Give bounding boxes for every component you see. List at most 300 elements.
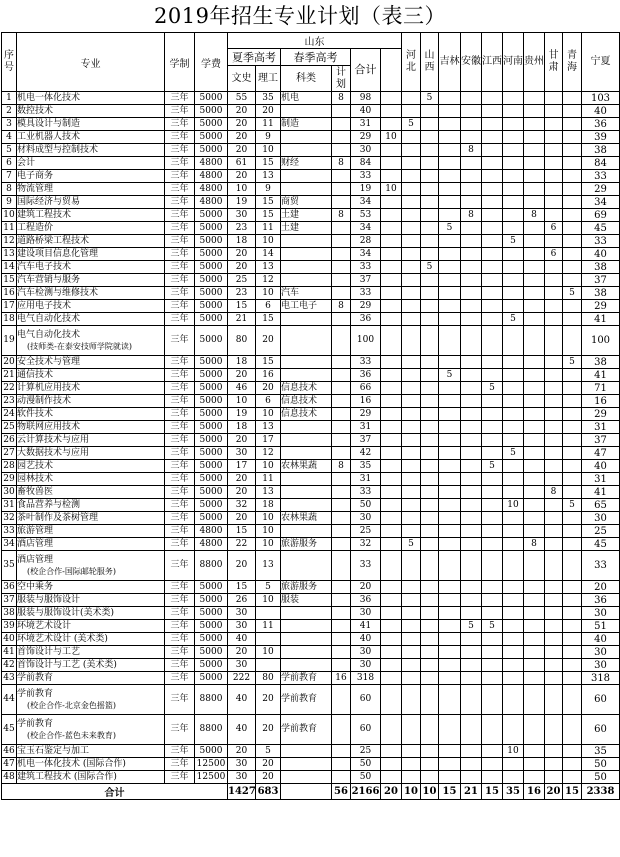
major-name-text: 模具设计与制造 — [17, 118, 81, 129]
duration-cell: 三年 — [165, 646, 195, 659]
major-name — [17, 421, 165, 434]
province-cell-0 — [381, 672, 402, 685]
jihua-cell — [332, 356, 351, 369]
fee-cell: 5000 — [195, 620, 228, 633]
province-cell-2 — [421, 395, 439, 408]
province-cell-8 — [545, 356, 563, 369]
province-cell-7 — [524, 408, 545, 421]
kelei-cell: 学前教育 — [281, 685, 332, 715]
kelei-cell: 机电 — [281, 92, 332, 105]
major-name — [17, 235, 165, 248]
jihua-cell: 8 — [332, 92, 351, 105]
province-cell-7 — [524, 369, 545, 382]
province-cell-2 — [421, 633, 439, 646]
row-total-cell: 33 — [582, 551, 620, 581]
row-number: 42 — [3, 659, 15, 670]
province-cell-1 — [402, 144, 421, 157]
province-cell-3 — [439, 248, 461, 261]
header-fee: 学费 — [195, 33, 228, 92]
ligong-cell: 18 — [256, 499, 281, 512]
duration-cell: 三年 — [165, 131, 195, 144]
table-row — [2, 460, 620, 473]
kelei-cell — [281, 447, 332, 460]
total-kelei — [281, 784, 332, 800]
province-cell-6 — [503, 105, 524, 118]
province-cell-5 — [482, 222, 503, 235]
major-name — [17, 144, 165, 157]
duration-cell: 三年 — [165, 274, 195, 287]
province-cell-9 — [563, 105, 582, 118]
province-cell-3 — [439, 326, 461, 356]
province-cell-1 — [402, 745, 421, 758]
table-row — [2, 421, 620, 434]
wenshi-cell: 30 — [228, 659, 256, 672]
fee-cell: 5000 — [195, 382, 228, 395]
row-number: 13 — [3, 248, 15, 259]
province-cell-4 — [461, 447, 482, 460]
heji-cell: 25 — [351, 745, 381, 758]
wenshi-cell: 20 — [228, 369, 256, 382]
wenshi-cell: 10 — [228, 395, 256, 408]
province-cell-2 — [421, 183, 439, 196]
major-name-text: 服装与服饰设计(美术类) — [17, 607, 115, 618]
province-cell-7 — [524, 274, 545, 287]
province-cell-3 — [439, 434, 461, 447]
province-cell-5 — [482, 607, 503, 620]
jihua-cell — [332, 395, 351, 408]
fee-cell: 5000 — [195, 105, 228, 118]
province-cell-9 — [563, 633, 582, 646]
province-cell-1 — [402, 300, 421, 313]
row-number: 3 — [2, 118, 17, 131]
jihua-cell — [332, 170, 351, 183]
province-cell-4 — [461, 486, 482, 499]
major-name — [17, 551, 165, 581]
province-cell-9 — [563, 326, 582, 356]
row-number: 32 — [3, 512, 15, 523]
table-row — [2, 118, 620, 131]
major-name — [17, 512, 165, 525]
jihua-cell — [332, 105, 351, 118]
table-row — [2, 105, 620, 118]
wenshi-cell: 30 — [228, 771, 256, 784]
province-cell-3 — [439, 274, 461, 287]
major-name-text: 旅游管理 — [17, 525, 54, 536]
major-name-text: 园林技术 — [17, 473, 54, 484]
ligong-cell: 20 — [256, 326, 281, 356]
province-cell-5 — [482, 512, 503, 525]
province-cell-5 — [482, 235, 503, 248]
major-name — [17, 92, 165, 105]
province-cell-2 — [421, 715, 439, 745]
kelei-cell — [281, 144, 332, 157]
wenshi-cell: 61 — [228, 157, 256, 170]
table-row — [2, 594, 620, 607]
ligong-cell — [256, 633, 281, 646]
province-cell-7 — [524, 105, 545, 118]
province-cell-6: 5 — [503, 447, 524, 460]
province-cell-1 — [402, 620, 421, 633]
row-number: 21 — [3, 369, 15, 380]
province-cell-3 — [439, 447, 461, 460]
province-cell-7 — [524, 300, 545, 313]
row-number: 1 — [2, 92, 17, 105]
row-total-cell: 34 — [582, 196, 620, 209]
province-cell-1 — [402, 222, 421, 235]
province-cell-9 — [563, 118, 582, 131]
duration-cell: 三年 — [165, 525, 195, 538]
province-cell-3 — [439, 421, 461, 434]
province-cell-0 — [381, 287, 402, 300]
header-province-7: 甘肃 — [545, 33, 563, 92]
table-row — [2, 499, 620, 512]
province-cell-4: 8 — [461, 144, 482, 157]
province-cell-2 — [421, 659, 439, 672]
header-wenshi: 文史 — [228, 66, 256, 92]
heji-cell: 40 — [351, 633, 381, 646]
total-wenshi: 1427 — [228, 784, 256, 800]
province-cell-6 — [503, 551, 524, 581]
kelei-cell — [281, 745, 332, 758]
province-cell-5: 5 — [482, 460, 503, 473]
row-number: 5 — [2, 144, 17, 157]
province-cell-3 — [439, 525, 461, 538]
major-name — [17, 594, 165, 607]
duration-cell: 三年 — [165, 421, 195, 434]
jihua-cell — [332, 222, 351, 235]
province-cell-4 — [461, 745, 482, 758]
province-cell-2 — [421, 434, 439, 447]
province-cell-4 — [461, 408, 482, 421]
duration-cell: 三年 — [165, 92, 195, 105]
major-name — [17, 525, 165, 538]
province-cell-5 — [482, 209, 503, 222]
major-name-text: 食品营养与检测 — [17, 499, 81, 510]
duration-cell: 三年 — [165, 607, 195, 620]
province-cell-6 — [503, 486, 524, 499]
row-total-cell: 41 — [582, 486, 620, 499]
duration-cell: 三年 — [165, 408, 195, 421]
province-cell-0 — [381, 538, 402, 551]
fee-cell: 5000 — [195, 300, 228, 313]
province-cell-7 — [524, 248, 545, 261]
table-row — [2, 659, 620, 672]
row-total-cell: 38 — [582, 287, 620, 300]
kelei-cell — [281, 473, 332, 486]
province-cell-4 — [461, 460, 482, 473]
row-total-cell: 69 — [582, 209, 620, 222]
wenshi-cell: 30 — [228, 758, 256, 771]
province-cell-8 — [545, 421, 563, 434]
major-note: (校企合作-国际邮轮服务) — [27, 566, 116, 576]
duration-cell: 三年 — [165, 512, 195, 525]
province-cell-3 — [439, 144, 461, 157]
row-total-cell: 84 — [582, 157, 620, 170]
province-cell-4: 5 — [461, 620, 482, 633]
major-name-text: 学前教育 — [17, 688, 54, 699]
heji-cell: 66 — [351, 382, 381, 395]
province-cell-7 — [524, 659, 545, 672]
province-cell-1 — [402, 248, 421, 261]
province-cell-1 — [402, 356, 421, 369]
province-cell-2 — [421, 771, 439, 784]
province-cell-1 — [402, 395, 421, 408]
province-cell-2 — [421, 421, 439, 434]
table-row — [2, 209, 620, 222]
ligong-cell: 9 — [256, 183, 281, 196]
province-cell-7 — [524, 646, 545, 659]
ligong-cell: 12 — [256, 447, 281, 460]
jihua-cell — [332, 512, 351, 525]
province-cell-6 — [503, 434, 524, 447]
ligong-cell: 35 — [256, 92, 281, 105]
kelei-cell — [281, 607, 332, 620]
heji-cell: 30 — [351, 144, 381, 157]
heji-cell: 60 — [351, 685, 381, 715]
header-ligong: 理工 — [256, 66, 281, 92]
fee-cell: 5000 — [195, 131, 228, 144]
fee-cell: 5000 — [195, 144, 228, 157]
province-cell-7 — [524, 183, 545, 196]
table-row — [2, 434, 620, 447]
kelei-cell: 财经 — [281, 157, 332, 170]
ligong-cell: 5 — [256, 581, 281, 594]
province-cell-9 — [563, 551, 582, 581]
province-cell-5 — [482, 715, 503, 745]
kelei-cell: 信息技术 — [281, 395, 332, 408]
province-cell-4 — [461, 581, 482, 594]
major-name — [17, 300, 165, 313]
province-cell-0 — [381, 551, 402, 581]
kelei-cell — [281, 525, 332, 538]
province-cell-8 — [545, 274, 563, 287]
total-province-1: 10 — [402, 784, 421, 800]
heji-cell: 36 — [351, 369, 381, 382]
wenshi-cell: 20 — [228, 118, 256, 131]
major-name — [17, 274, 165, 287]
province-cell-0 — [381, 326, 402, 356]
province-cell-0 — [381, 646, 402, 659]
duration-cell: 三年 — [165, 460, 195, 473]
jihua-cell: 8 — [332, 460, 351, 473]
province-cell-4 — [461, 685, 482, 715]
row-total-cell: 39 — [582, 131, 620, 144]
wenshi-cell: 55 — [228, 92, 256, 105]
province-cell-1 — [402, 525, 421, 538]
table-row — [2, 745, 620, 758]
province-cell-5 — [482, 144, 503, 157]
header-summer: 夏季高考 — [228, 49, 281, 66]
province-cell-8 — [545, 326, 563, 356]
province-cell-6 — [503, 300, 524, 313]
jihua-cell — [332, 594, 351, 607]
heji-cell: 50 — [351, 499, 381, 512]
ligong-cell: 10 — [256, 538, 281, 551]
province-cell-9 — [563, 486, 582, 499]
heji-cell: 33 — [351, 170, 381, 183]
province-cell-5: 5 — [482, 620, 503, 633]
province-cell-8 — [545, 594, 563, 607]
province-cell-0 — [381, 434, 402, 447]
province-cell-4 — [461, 326, 482, 356]
table-row — [2, 287, 620, 300]
province-cell-8 — [545, 659, 563, 672]
major-name-text: 学前教育 — [17, 672, 54, 683]
province-cell-5 — [482, 633, 503, 646]
province-cell-9 — [563, 196, 582, 209]
province-cell-9 — [563, 581, 582, 594]
province-cell-4 — [461, 183, 482, 196]
province-cell-7 — [524, 382, 545, 395]
table-row — [2, 715, 620, 745]
heji-cell: 30 — [351, 659, 381, 672]
ligong-cell: 14 — [256, 248, 281, 261]
heji-cell: 16 — [351, 395, 381, 408]
province-cell-2 — [421, 144, 439, 157]
jihua-cell — [332, 326, 351, 356]
heji-cell: 31 — [351, 473, 381, 486]
province-cell-7 — [524, 525, 545, 538]
province-cell-6 — [503, 326, 524, 356]
province-cell-4 — [461, 369, 482, 382]
province-cell-7 — [524, 486, 545, 499]
wenshi-cell: 20 — [228, 248, 256, 261]
province-cell-5 — [482, 771, 503, 784]
heji-cell: 40 — [351, 105, 381, 118]
province-cell-9 — [563, 157, 582, 170]
major-name — [17, 248, 165, 261]
duration-cell: 三年 — [165, 356, 195, 369]
heji-cell: 30 — [351, 512, 381, 525]
row-number: 25 — [3, 421, 15, 432]
ligong-cell: 12 — [256, 274, 281, 287]
wenshi-cell: 40 — [228, 715, 256, 745]
province-cell-6 — [503, 460, 524, 473]
major-name-text: 建筑工程技术 (国际合作) — [17, 771, 117, 782]
ligong-cell: 10 — [256, 460, 281, 473]
jihua-cell — [332, 261, 351, 274]
row-number: 48 — [3, 771, 15, 782]
province-cell-6 — [503, 248, 524, 261]
province-cell-8 — [545, 183, 563, 196]
kelei-cell — [281, 551, 332, 581]
province-cell-7 — [524, 356, 545, 369]
kelei-cell: 信息技术 — [281, 408, 332, 421]
province-cell-1 — [402, 313, 421, 326]
province-cell-2 — [421, 222, 439, 235]
province-cell-4 — [461, 170, 482, 183]
province-cell-5 — [482, 274, 503, 287]
ligong-cell: 10 — [256, 408, 281, 421]
province-cell-9 — [563, 434, 582, 447]
province-cell-8 — [545, 745, 563, 758]
province-cell-8 — [545, 144, 563, 157]
province-cell-6 — [503, 672, 524, 685]
province-cell-6 — [503, 395, 524, 408]
province-cell-3 — [439, 499, 461, 512]
row-number: 4 — [2, 131, 17, 144]
province-cell-5 — [482, 248, 503, 261]
duration-cell: 三年 — [165, 538, 195, 551]
province-cell-8 — [545, 261, 563, 274]
wenshi-cell: 30 — [228, 209, 256, 222]
kelei-cell — [281, 326, 332, 356]
province-cell-0 — [381, 486, 402, 499]
jihua-cell — [332, 646, 351, 659]
province-cell-1 — [402, 512, 421, 525]
major-name-text: 汽车检测与维修技术 — [17, 287, 99, 298]
ligong-cell: 11 — [256, 222, 281, 235]
major-name — [17, 222, 165, 235]
duration-cell: 三年 — [165, 685, 195, 715]
province-cell-8 — [545, 473, 563, 486]
ligong-cell: 80 — [256, 672, 281, 685]
kelei-cell — [281, 646, 332, 659]
fee-cell: 8800 — [195, 685, 228, 715]
kelei-cell — [281, 620, 332, 633]
heji-cell: 36 — [351, 313, 381, 326]
province-cell-1 — [402, 486, 421, 499]
kelei-cell: 土建 — [281, 222, 332, 235]
province-cell-4 — [461, 434, 482, 447]
row-total-cell: 71 — [582, 382, 620, 395]
province-cell-8 — [545, 758, 563, 771]
wenshi-cell: 30 — [228, 447, 256, 460]
kelei-cell — [281, 183, 332, 196]
province-cell-0 — [381, 222, 402, 235]
province-cell-0 — [381, 715, 402, 745]
province-cell-8 — [545, 551, 563, 581]
province-cell-0 — [381, 274, 402, 287]
fee-cell: 4800 — [195, 170, 228, 183]
province-cell-2 — [421, 196, 439, 209]
duration-cell: 三年 — [165, 157, 195, 170]
jihua-cell — [332, 473, 351, 486]
province-cell-9 — [563, 131, 582, 144]
duration-cell: 三年 — [165, 287, 195, 300]
table-row — [2, 222, 620, 235]
province-cell-1 — [402, 594, 421, 607]
province-cell-6 — [503, 771, 524, 784]
province-cell-9 — [563, 395, 582, 408]
major-name-text: 茶叶制作及茶树管理 — [17, 512, 99, 523]
province-cell-7 — [524, 222, 545, 235]
ligong-cell: 13 — [256, 486, 281, 499]
jihua-cell — [332, 369, 351, 382]
province-cell-4 — [461, 261, 482, 274]
kelei-cell — [281, 274, 332, 287]
province-cell-0 — [381, 196, 402, 209]
row-number: 22 — [3, 382, 15, 393]
header-seq: 序号 — [2, 33, 17, 92]
province-cell-7 — [524, 447, 545, 460]
province-cell-3: 5 — [439, 369, 461, 382]
province-cell-1 — [402, 369, 421, 382]
province-cell-7 — [524, 771, 545, 784]
major-name — [17, 326, 165, 356]
ligong-cell: 16 — [256, 369, 281, 382]
province-cell-3 — [439, 460, 461, 473]
ligong-cell: 20 — [256, 771, 281, 784]
province-cell-9 — [563, 745, 582, 758]
province-cell-3 — [439, 646, 461, 659]
duration-cell: 三年 — [165, 551, 195, 581]
province-cell-2 — [421, 170, 439, 183]
wenshi-cell: 222 — [228, 672, 256, 685]
major-name-text: 应用电子技术 — [17, 300, 72, 311]
wenshi-cell: 40 — [228, 685, 256, 715]
major-name-text: 园艺技术 — [17, 460, 54, 471]
